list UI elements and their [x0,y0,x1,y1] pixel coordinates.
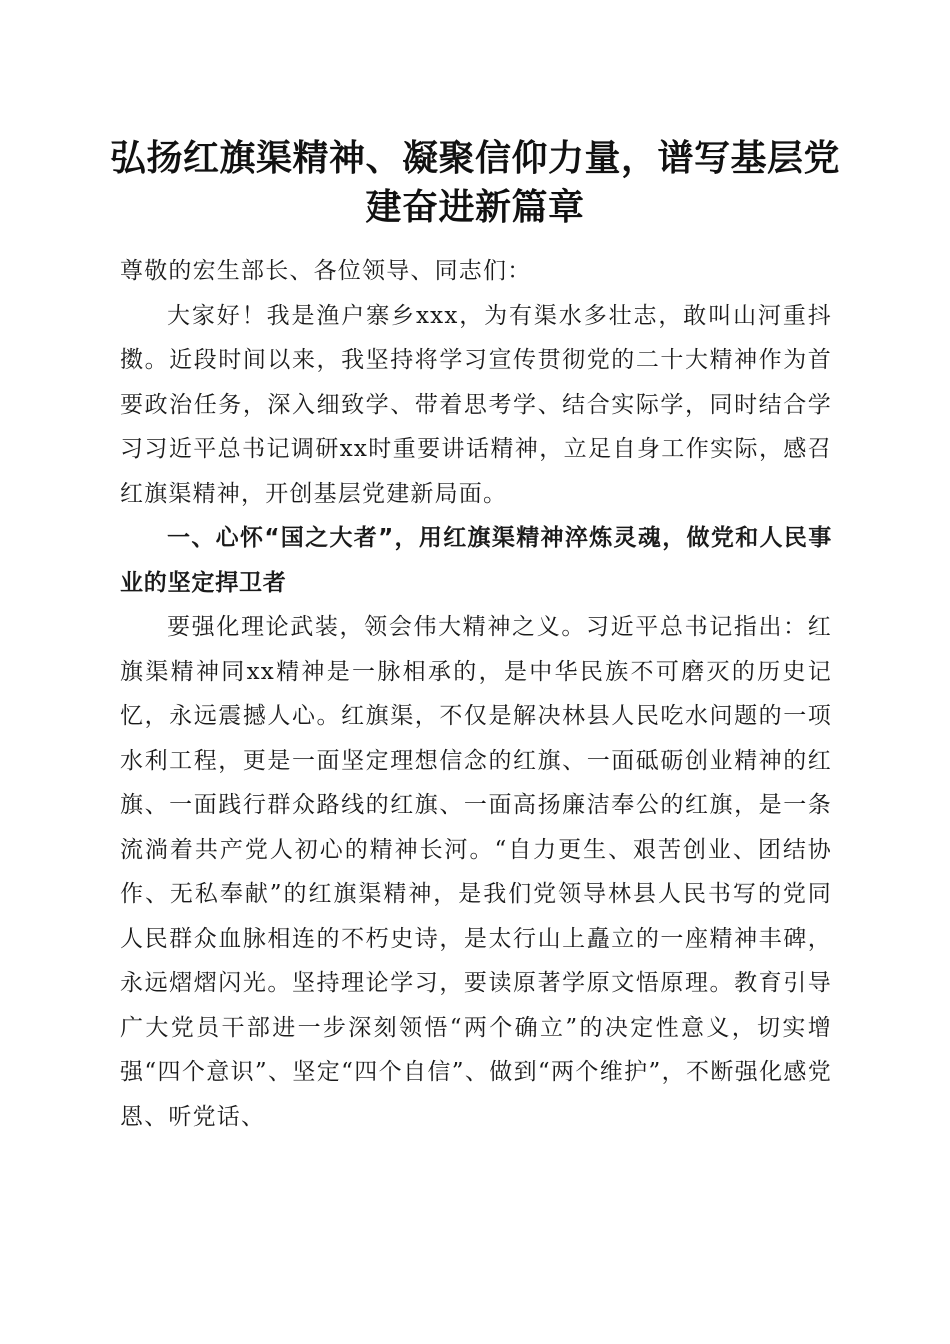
section-1-heading: 一、心怀“国之大者”，用红旗渠精神淬炼灵魂，做党和人民事业的坚定捍卫者 [120,525,832,596]
title-line-1: 弘扬红旗渠精神、凝聚信仰力量，谱写基层党 [109,137,840,179]
document-body [120,249,832,1139]
title-line-2: 建奋进新篇章 [365,186,585,228]
salutation: 尊敬的宏生部长、各位领导、同志们： [120,258,532,284]
document-title [100,134,850,232]
intro-paragraph: 大家好！我是渔户寨乡xxx，为有渠水多壮志，敢叫山河重抖擞。近段时间以来，我坚持将学习宣传贯彻党的二十大精神作为首要政治任务，深入细致学、带着思考学、结合实际学，同时结合学习习近平总书记调研xx时重要讲话精神，立足自身工作实际，感召红旗渠精神，开创基层党建新局面。 [120,302,832,507]
section-1-paragraph: 要强化理论武装，领会伟大精神之义。习近平总书记指出：红旗渠精神同xx精神是一脉相承的，是中华民族不可磨灭的历史记忆，永远震撼人心。红旗渠，不仅是解决林县人民吃水问题的一项水利工程，更是一面坚定理想信念的红旗、一面砥砺创业精神的红旗、一面践行群众路线的红旗、一面高扬廉洁奉公的红旗，是一条流淌着共产党人初心的精神长河。“自力更生、艰苦创业、团结协作、无私奉献”的红旗渠精神，是我们党领导林县人民书写的党同人民群众血脉相连的不朽史诗，是太行山上矗立的一座精神丰碑，永远熠熠闪光。坚持理论学习，要读原著学原文悟原理。教育引导广大党员干部进一步深刻领悟“两个确立”的决定性意义，切实增强“四个意识”、坚定“四个自信”、做到“两个维护”，不断强化感党恩、听党话、 [120,614,832,1130]
